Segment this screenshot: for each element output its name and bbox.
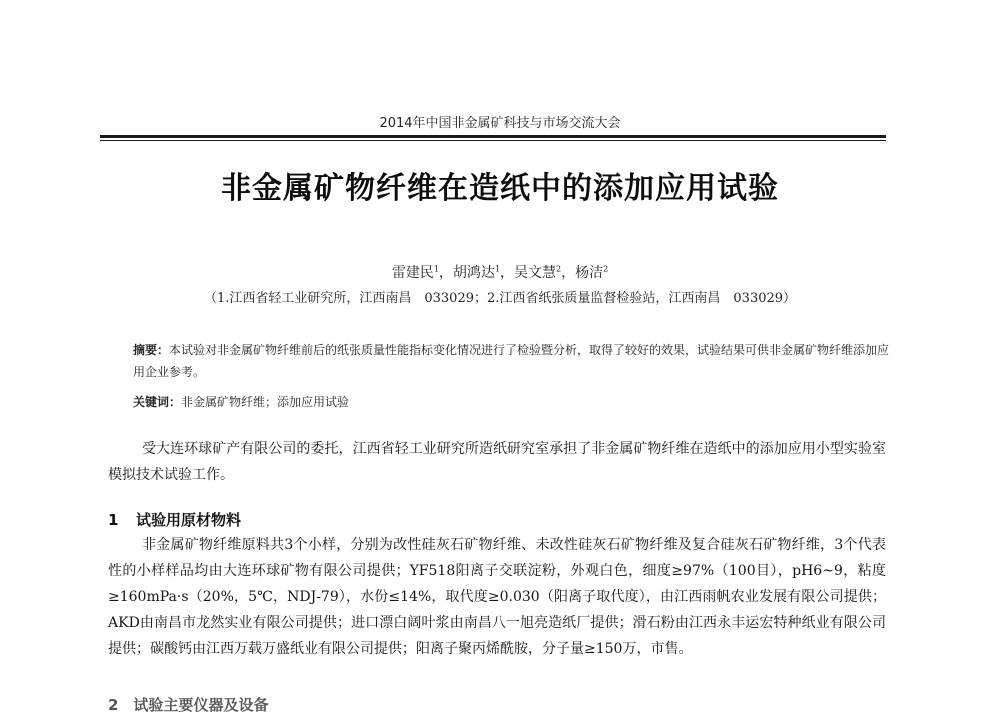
section-body: 非金属矿物纤维原料共3个小样，分别为改性硅灰石矿物纤维、未改性硅灰石矿物纤维及复合硅灰石矿物纤维，3个代表性的小样样品均由大连环球矿物有限公司提供；YF518阳离子交联淀粉，外观白色，细度≥97%（100目），pH6~9，粘度≥160mPa·s（20%，5℃，NDJ-79），水份≤14%，取代度≥0.030（阳离子取代度），由江西雨帆农业发展有限公司提供；AKD由南昌市龙然实业有限公司提供；进口漂白阔叶浆由南昌八一旭亮造纸厂提供；滑石粉由江西永丰运宏特种纸业有限公司提供；碳酸钙由江西万载万盛纸业有限公司提供；阳离子聚丙烯酰胺，分子量≥150万，市售。 bbox=[108, 537, 886, 657]
keywords-text: 非金属矿物纤维；添加应用试验 bbox=[181, 395, 350, 409]
keywords bbox=[133, 393, 893, 410]
abstract-text: 本试验对非金属矿物纤维前后的纸张质量性能指标变化情况进行了检验暨分析，取得了较好的效果，试验结果可供非金属矿物纤维添加应用企业参考。 bbox=[133, 343, 890, 379]
conference-header: 2014年中国非金属矿科技与市场交流大会 bbox=[379, 116, 621, 131]
keywords-label: 关键词： bbox=[133, 395, 182, 409]
abstract-label: 摘要： bbox=[133, 343, 170, 357]
section-title: 试验用原材物料 bbox=[136, 511, 242, 529]
section-number: 1 bbox=[108, 511, 119, 529]
affiliations: （1.江西省轻工业研究所，江西南昌 033029；2.江西省纸张质量监督检验站，江西南昌 033029） bbox=[203, 291, 797, 306]
header-rule-thin bbox=[100, 140, 886, 141]
intro-paragraph: 受大连环球矿产有限公司的委托，江西省轻工业研究所造纸研究室承担了非金属矿物纤维在造纸中的添加应用小型实验室模拟技术试验工作。 bbox=[108, 441, 886, 483]
next-section-heading: 2 试验主要仪器及设备 bbox=[108, 696, 269, 714]
author: 胡鸿达$^1$ bbox=[452, 264, 500, 281]
abstract bbox=[133, 339, 893, 383]
author-list: 雷建民$^1$，胡鸿达$^1$，吴文慧$^2$，杨洁$^2$ bbox=[391, 264, 609, 281]
paper-title: 非金属矿物纤维在造纸中的添加应用试验 bbox=[221, 171, 779, 206]
author: 吴文慧$^2$ bbox=[514, 264, 562, 281]
header-rule-thick bbox=[100, 135, 886, 138]
author: 杨洁$^2$ bbox=[575, 264, 609, 281]
author: 雷建民$^1$ bbox=[391, 264, 439, 281]
section-heading bbox=[108, 509, 241, 530]
